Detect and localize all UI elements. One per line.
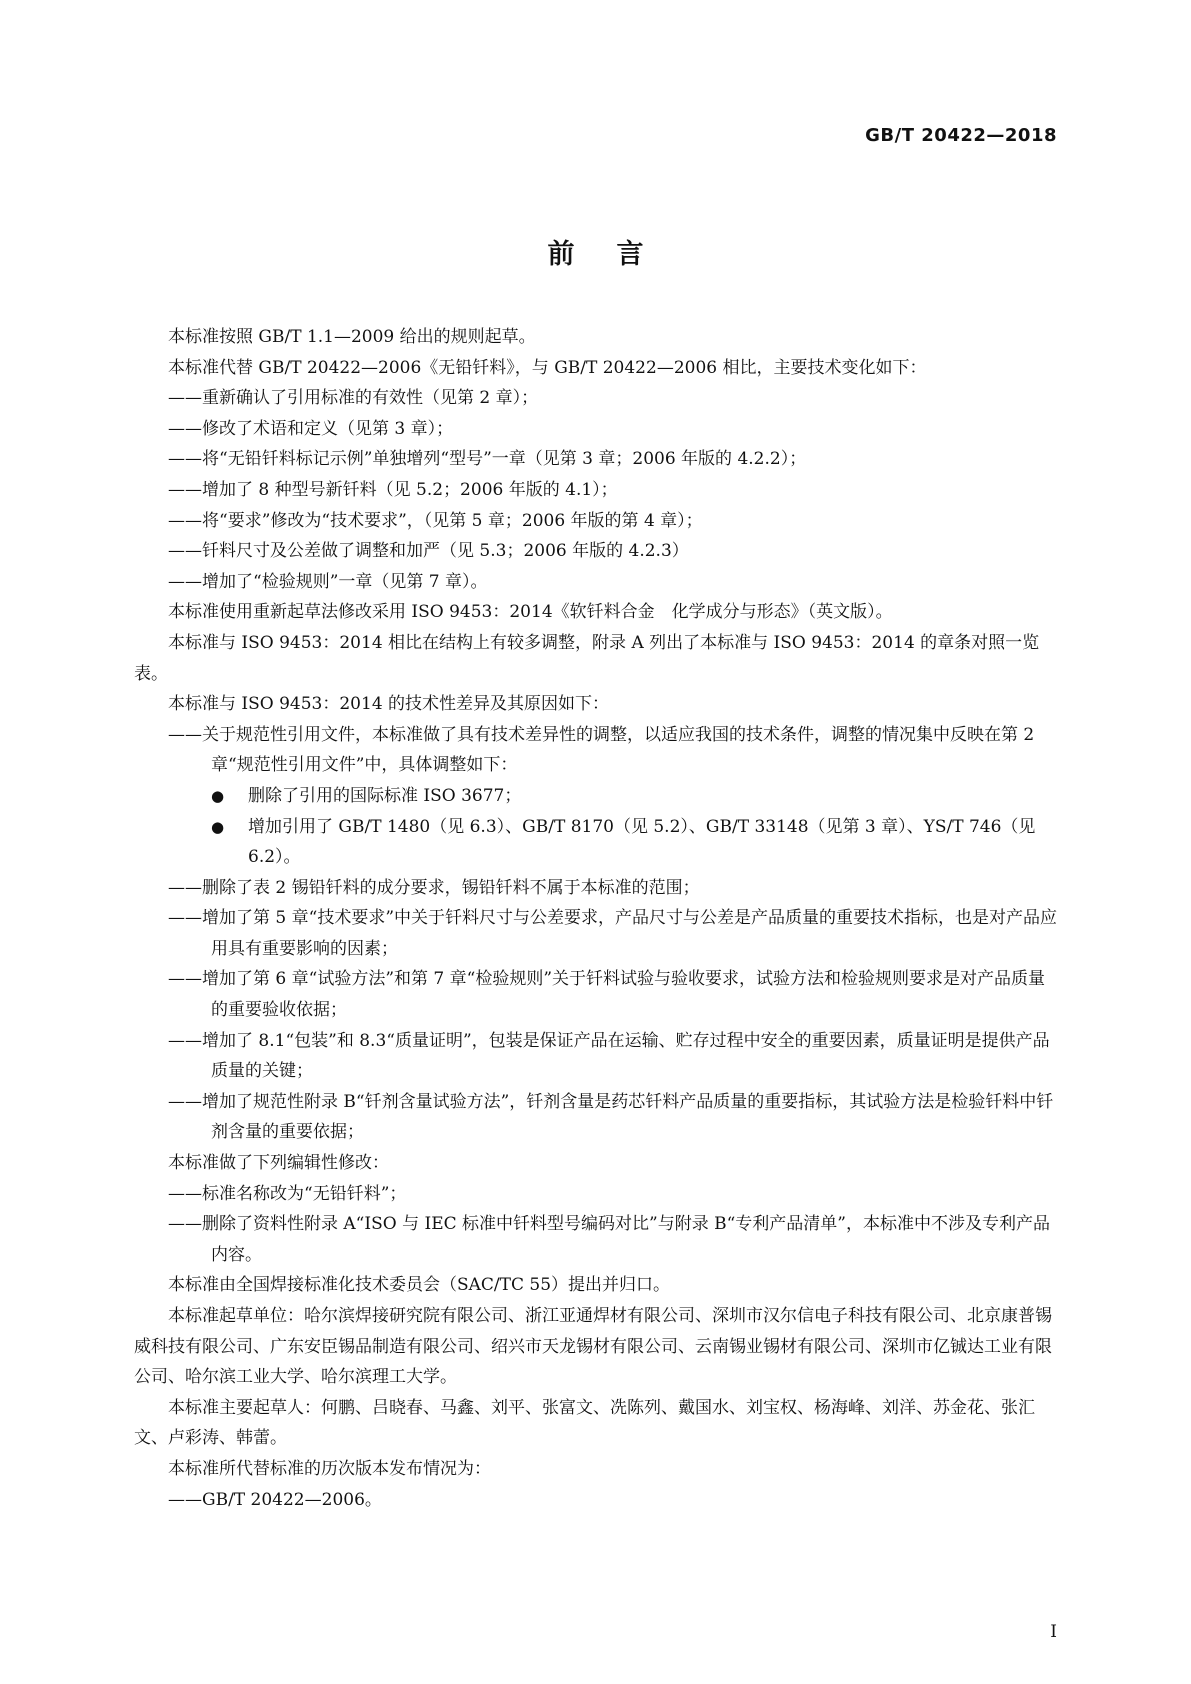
page-number: I [1050,1622,1057,1642]
paragraph: 本标准主要起草人：何鹏、吕晓春、马鑫、刘平、张富文、冼陈列、戴国水、刘宝权、杨海峰、刘洋、苏金花、张汇文、卢彩涛、韩蕾。 [134,1397,1035,1449]
dash-list-item: ——关于规范性引用文件，本标准做了具有技术差异性的调整，以适应我国的技术条件，调整的情况集中反映在第 2 章“规范性引用文件”中，具体调整如下： [168,724,1035,776]
paragraph: 本标准按照 GB/T 1.1—2009 给出的规则起草。 [168,327,536,347]
paragraph: 本标准代替 GB/T 20422—2006《无铅钎料》，与 GB/T 20422—2006 相比，主要技术变化如下： [168,357,927,378]
standard-code: GB/T 20422—2018 [865,125,1057,146]
paragraph: 本标准做了下列编辑性修改： [168,1153,389,1174]
dash-list-item: ——增加了第 6 章“试验方法”和第 7 章“检验规则”关于钎料试验与验收要求，试验方法和检验规则要求是对产品质量的重要验收依据； [168,969,1046,1021]
dash-list-item: ——增加了 8.1“包装”和 8.3“质量证明”，包装是保证产品在运输、贮存过程中安全的重要因素，质量证明是提供产品质量的关键； [168,1030,1050,1082]
bullet-icon: ● [211,786,225,805]
dash-list-item: ——GB/T 20422—2006。 [168,1489,382,1510]
dash-list-item: ——增加了规范性附录 B“钎剂含量试验方法”，钎剂含量是药芯钎料产品质量的重要指标，其试验方法是检验钎料中钎剂含量的重要依据； [168,1091,1054,1143]
dash-list-item: ——增加了“检验规则”一章（见第 7 章）。 [168,571,488,592]
dash-list-item: ——将“要求”修改为“技术要求”，（见第 5 章；2006 年版的第 4 章）； [168,510,703,531]
dash-list-item: ——删除了表 2 锡铅钎料的成分要求，锡铅钎料不属于本标准的范围； [168,877,700,898]
paragraph: 本标准起草单位：哈尔滨焊接研究院有限公司、浙江亚通焊材有限公司、深圳市汉尔信电子科技有限公司、北京康普锡威科技有限公司、广东安臣锡品制造有限公司、绍兴市天龙锡材有限公司、云南锡业锡材有限公司、深圳市亿铖达工业有限公司、哈尔滨工业大学、哈尔滨理工大学。 [134,1306,1052,1388]
paragraph: 本标准与 ISO 9453：2014 相比在结构上有较多调整，附录 A 列出了本标准与 ISO 9453：2014 的章条对照一览表。 [134,632,1040,684]
paragraph: 本标准由全国焊接标准化技术委员会（SAC/TC 55）提出并归口。 [168,1275,671,1296]
paragraph: 本标准与 ISO 9453：2014 的技术性差异及其原因如下： [168,694,610,715]
bullet-text: 删除了引用的国际标准 ISO 3677； [248,785,522,806]
bullet-item [134,812,1057,873]
dash-list-item: ——删除了资料性附录 A“ISO 与 IEC 标准中钎料型号编码对比”与附录 B“专利产品清单”，本标准中不涉及专利产品内容。 [168,1214,1050,1265]
dash-list-item: ——修改了术语和定义（见第 3 章）； [168,418,454,439]
bullet-item [134,781,1057,812]
dash-list-item: ——增加了第 5 章“技术要求”中关于钎料尺寸与公差要求，产品尺寸与公差是产品质量的重要技术指标，也是对产品应用具有重要影响的因素； [168,908,1058,959]
dash-list-item: ——钎料尺寸及公差做了调整和加严（见 5.3；2006 年版的 4.2.3） [168,541,689,562]
bullet-text: 增加引用了 GB/T 1480（见 6.3）、GB/T 8170（见 5.2）、GB/T 33148（见第 3 章）、YS/T 746（见 6.2）。 [248,816,1036,868]
paragraph: 本标准所代替标准的历次版本发布情况为： [168,1458,491,1479]
page-title: 前言 [547,239,686,270]
dash-list-item: ——标准名称改为“无铅钎料”； [168,1183,407,1204]
document-body [134,322,1057,1515]
dash-list-item: ——增加了 8 种型号新钎料（见 5.2；2006 年版的 4.1）； [168,479,618,500]
paragraph: 本标准使用重新起草法修改采用 ISO 9453：2014《软钎料合金 化学成分与形态》（英文版）。 [168,602,893,623]
dash-list-item: ——将“无铅钎料标记示例”单独增列“型号”一章（见第 3 章；2006 年版的 4.2.2）； [168,449,807,470]
bullet-icon: ● [211,817,225,836]
dash-list-item: ——重新确认了引用标准的有效性（见第 2 章）； [168,388,539,409]
